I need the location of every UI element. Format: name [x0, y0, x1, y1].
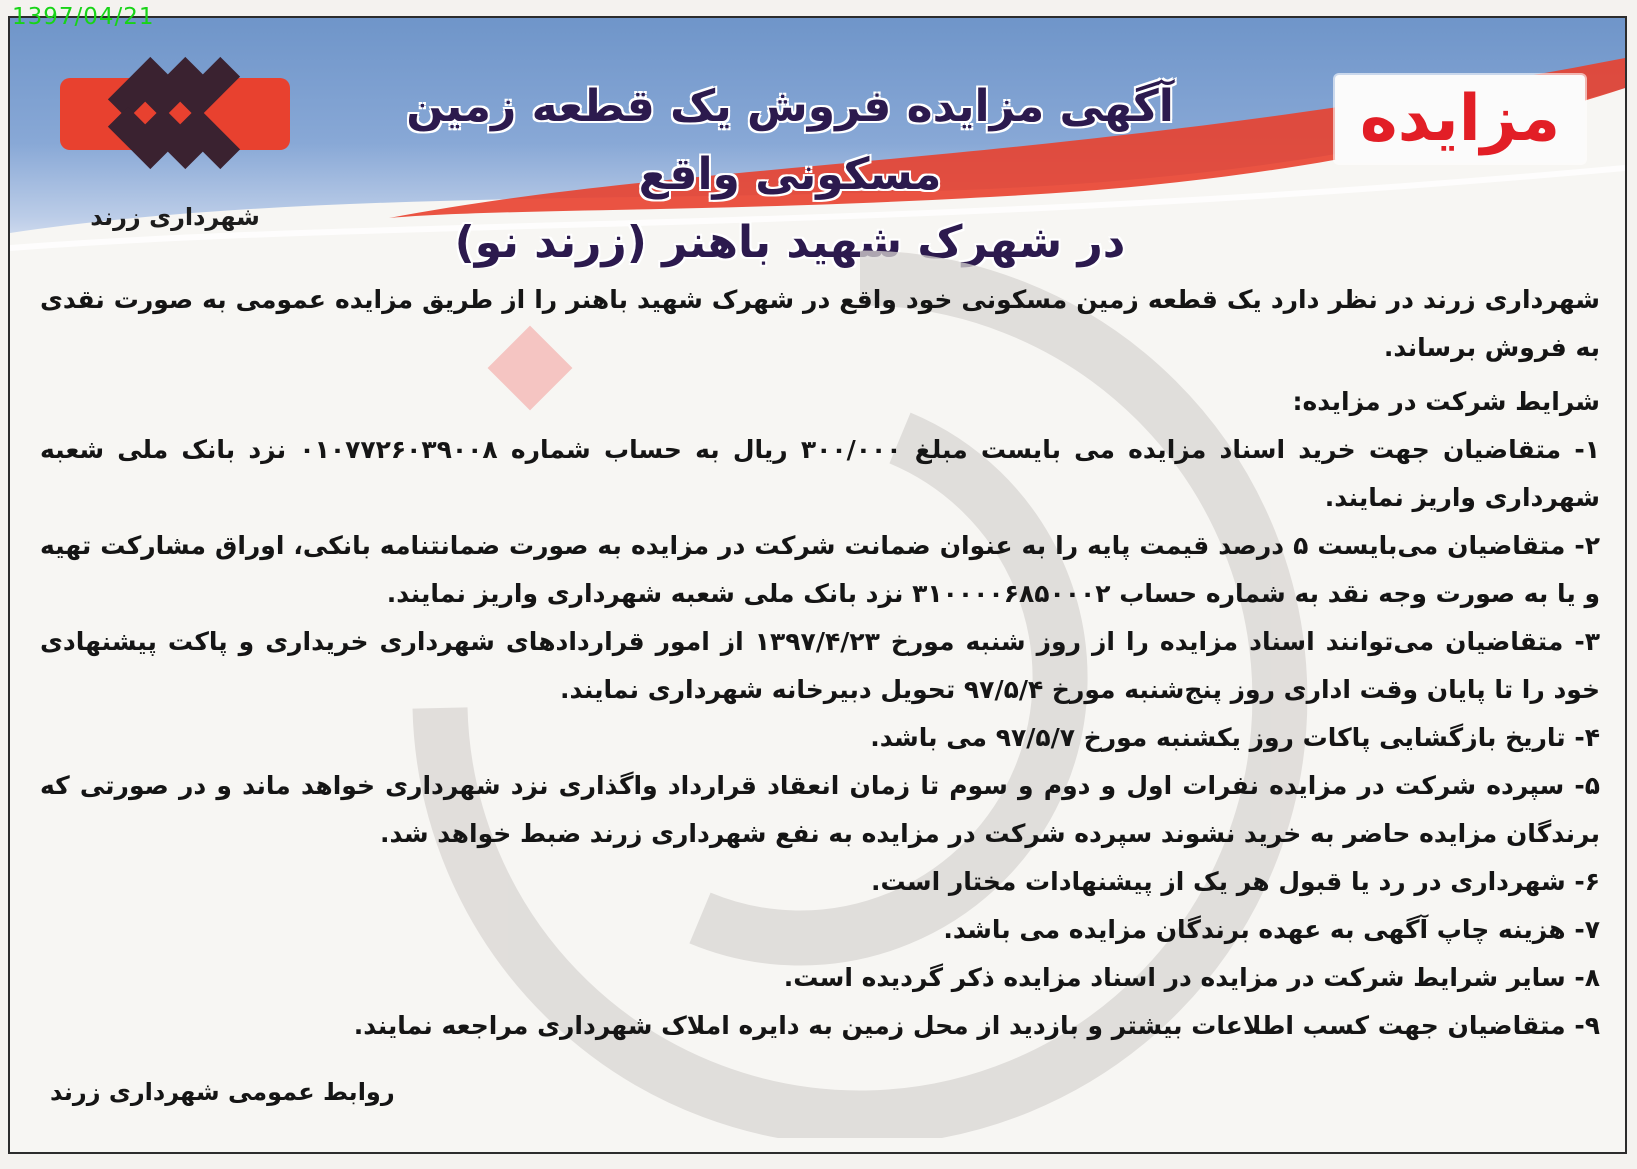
conditions-title: شرایط شرکت در مزایده:	[1292, 387, 1600, 416]
date-stamp: 1397/04/21	[12, 4, 155, 30]
condition-item-1: ۱- متقاضیان جهت خرید اسناد مزایده می بایست مبلغ ۳۰۰/۰۰۰ ریال به حساب شماره ۰۱۰۷۷۲۶۰۳۹۰۰۸ نزد بانک ملی شعبه شهرداری واریز نمایند.	[40, 435, 1600, 512]
title-line-1: آگهی مزایده فروش یک قطعه زمین مسکونی واقع	[406, 81, 1174, 200]
condition-item-9: ۹- متقاضیان جهت کسب اطلاعات بیشتر و بازدید از محل زمین به دایره املاک شهرداری مراجعه نمایند.	[353, 1011, 1600, 1040]
logo-emblem-icon	[90, 38, 260, 188]
header-banner	[10, 18, 1625, 268]
condition-item-3: ۳- متقاضیان می‌توانند اسناد مزایده را از روز شنبه مورخ ۱۳۹۷/۴/۲۳ از امور قراردادهای شهرداری خریداری و پاکت پیشنهادی خود را تا پایان وقت اداری روز پنج‌شنبه مورخ ۹۷/۵/۴ تحویل دبیرخانه شهرداری نمایند.	[40, 627, 1600, 704]
auction-badge-label: مزایده	[1359, 82, 1561, 156]
notice-body	[40, 276, 1600, 1050]
condition-item-5: ۵- سپرده شرکت در مزایده نفرات اول و دوم و سوم تا زمان انعقاد قرارداد واگذاری نزد شهرداری خواهد ماند و در صورتی که برندگان مزایده حاضر به خرید نشوند سپرده شرکت در مزایده به نفع شهرداری زرند ضبط خواهد شد.	[40, 771, 1600, 848]
condition-item-7: ۷- هزینه چاپ آگهی به عهده برندگان مزایده می باشد.	[943, 915, 1600, 944]
auction-badge	[1335, 75, 1585, 163]
notice-frame	[8, 16, 1627, 1154]
condition-item-6: ۶- شهرداری در رد یا قبول هر یک از پیشنهادات مختار است.	[871, 867, 1600, 896]
footer-signature: روابط عمومی شهرداری زرند	[50, 1078, 395, 1106]
logo-caption: شهرداری زرند	[90, 203, 260, 231]
condition-item-2: ۲- متقاضیان می‌بایست ۵ درصد قیمت پایه را به عنوان ضمانت شرکت در مزایده به صورت ضمانتنامه بانکی، اوراق مشارکت تهیه و یا به صورت وجه نقد به شماره حساب ۳۱۰۰۰۰۶۸۵۰۰۰۲ نزد بانک ملی شعبه شهرداری واریز نمایند.	[40, 531, 1600, 608]
municipality-logo	[60, 38, 290, 238]
condition-item-8: ۸- سایر شرایط شرکت در مزایده در اسناد مزایده ذکر گردیده است.	[783, 963, 1600, 992]
condition-item-4: ۴- تاریخ بازگشایی پاکات روز یکشنبه مورخ ۹۷/۵/۷ می باشد.	[870, 723, 1600, 752]
intro-paragraph: شهرداری زرند در نظر دارد یک قطعه زمین مسکونی خود واقع در شهرک شهید باهنر را از طریق مزایده عمومی به صورت نقدی به فروش برساند.	[40, 285, 1600, 362]
page-title	[340, 73, 1240, 268]
title-line-2: در شهرک شهید باهنر (زرند نو)	[454, 217, 1126, 268]
